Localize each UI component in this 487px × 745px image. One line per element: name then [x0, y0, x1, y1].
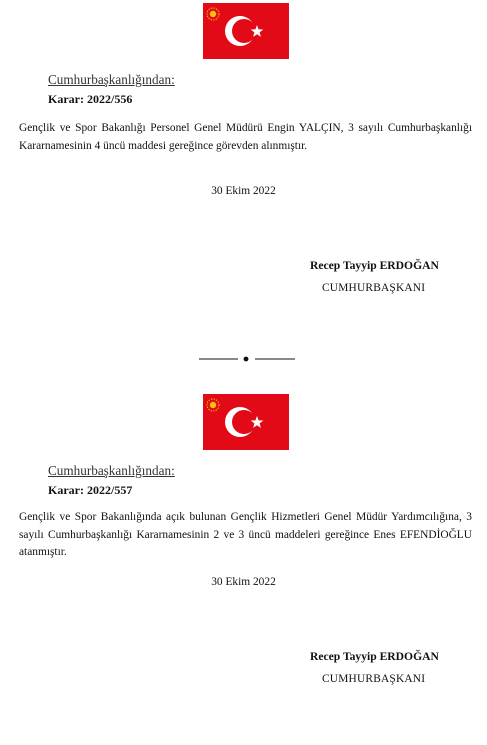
decree-date: 30 Ekim 2022 [211, 185, 276, 197]
signer-title: CUMHURBAŞKANI [322, 673, 426, 685]
crescent-star-icon [203, 3, 289, 59]
decision-number: Karar: 2022/557 [48, 483, 133, 497]
signer-title: CUMHURBAŞKANI [322, 282, 426, 294]
decree-date: 30 Ekim 2022 [211, 576, 276, 588]
signer-name: Recep Tayyip ERDOĞAN [310, 259, 439, 272]
issuer-heading: Cumhurbaşkanlığından: [48, 463, 175, 478]
decision-number: Karar: 2022/556 [48, 92, 133, 106]
issuer-heading: Cumhurbaşkanlığından: [48, 72, 175, 87]
crescent-star-icon [203, 394, 289, 450]
section-separator [0, 352, 487, 366]
decree-body: Gençlik ve Spor Bakanlığı Personel Genel Müdürü Engin YALÇIN, 3 sayılı Cumhurbaşkanlığı Kararnamesinin 4 üncü maddesi gereğince görevden alınmıştır. [19, 122, 472, 152]
signer-name: Recep Tayyip ERDOĞAN [310, 650, 439, 663]
decree-body: Gençlik ve Spor Bakanlığında açık bulunan Gençlik Hizmetleri Genel Müdür Yardımcılığına, 3 sayılı Cumhurbaşkanlığı Kararnamesinin 2 ve 3 üncü maddeleri gereğince Enes EFENDİOĞLU atanmıştır. [19, 511, 472, 558]
presidential-flag-emblem [203, 3, 289, 59]
presidential-flag-emblem [203, 394, 289, 450]
